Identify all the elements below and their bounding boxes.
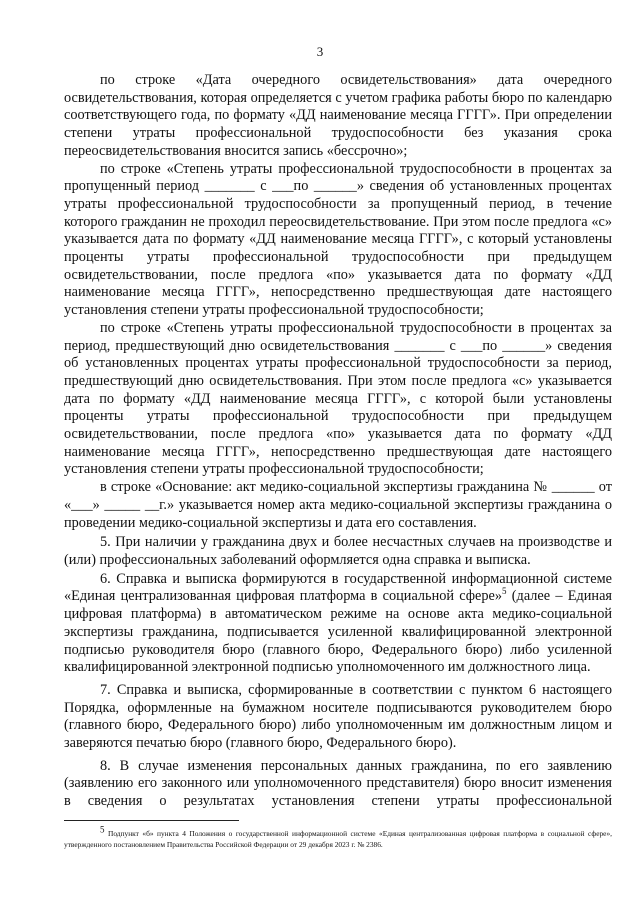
paragraph-basis-act: в строке «Основание: акт медико-социальной экспертизы гражданина № ______ от «___» _____ __г.» указывается номер акта медико-социальной экспертизы гражданина о проведении медико-социальной экспертизы и дата его составления.: [64, 479, 612, 531]
footnote-separator: [64, 820, 239, 821]
paragraph-item-8: 8. В случае изменения персональных данных гражданина, по его заявлению (заявлению его законного или уполномоченного представителя) бюро вносит изменения в сведения о результатах установления степени утраты профессиональной: [64, 757, 612, 810]
paragraph-next-exam-date: по строке «Дата очередного освидетельствования» дата очередного освидетельствования, которая определяется с учетом графика работы бюро по календарю соответствующего года, по формату «ДД наименование месяца ГГГГ». При определении степени утраты профессиональной трудоспособности без указания срока переосвидетельствования вносится запись «бессрочно»;: [64, 72, 612, 159]
footnote-mark: 5: [100, 824, 105, 835]
footnote: [64, 824, 612, 850]
paragraph-item-7: 7. Справка и выписка, сформированные в соответствии с пунктом 6 настоящего Порядка, оформленные на бумажном носителе подписываются руководителем бюро (главного бюро, Федерального бюро) либо уполномоченным им должностным лицом и заверяются печатью бюро (главного бюро, Федерального бюро).: [64, 681, 612, 752]
paragraph-item-6: [64, 571, 612, 677]
paragraph-item-5: 5. При наличии у гражданина двух и более несчастных случаев на производстве и (или) профессиональных заболеваний оформляется одна справка и выписка.: [64, 534, 612, 568]
footnote-text: Подпункт «б» пункта 4 Положения о государственной информационной системе «Единая централизованная цифровая платформа в социальной сфере», утвержденного постановлением Правительства Российской Федерации от 29 декабря 2023 г. № 2386.: [64, 829, 612, 849]
item-6-text-end: (далее – Единая цифровая платформа) в автоматическом режиме на основе акта медико-социальной экспертизы гражданина, подписывается усиленной квалифицированной электронной подписью руководителя бюро (главного бюро, Федерального бюро) либо усиленной квалифицированной электронной подписью уполномоченного им должностного лица.: [64, 588, 612, 676]
paragraph-previous-period: по строке «Степень утраты профессиональной трудоспособности в процентах за период, предшествующий дню освидетельствования _______ с ___по ______» сведения об установленных процентах утраты профессиональной трудоспособности за период, предшествующий дню освидетельствования. При этом после предлога «с» указывается дата по формату «ДД наименование месяца ГГГГ», с которой были установлены проценты утраты профессиональной трудоспособности при предыдущем освидетельствовании, после предлога «по» указывается дата по формату «ДД наименование месяца ГГГГ», непосредственно предшествующая дате настоящего установления степени утраты профессиональной трудоспособности;: [64, 319, 612, 478]
paragraph-missed-period: по строке «Степень утраты профессиональной трудоспособности в процентах за пропущенный период _______ с ___по ______» сведения об установленных процентах утраты профессиональной трудоспособности за пропущенный период, в течение которого гражданин не проходил переосвидетельствование. При этом после предлога «с» указывается дата по формату «ДД наименование месяца ГГГГ», с который установлены проценты утраты профессиональной трудоспособности при предыдущем освидетельствовании, после предлога «по» указывается дата по формату «ДД наименование месяца ГГГГ», непосредственно предшествующая дате настоящего установления степени утраты профессиональной трудоспособности;: [64, 160, 612, 319]
page-number: 3: [316, 44, 324, 59]
footnote-reference-mark: 5: [502, 586, 507, 597]
document-body: [64, 72, 612, 811]
item-6-text-start: 6. Справка и выписка формируются в государственной информационной системе «Единая централизованная цифровая платформа в социальной сфере»: [64, 570, 612, 605]
